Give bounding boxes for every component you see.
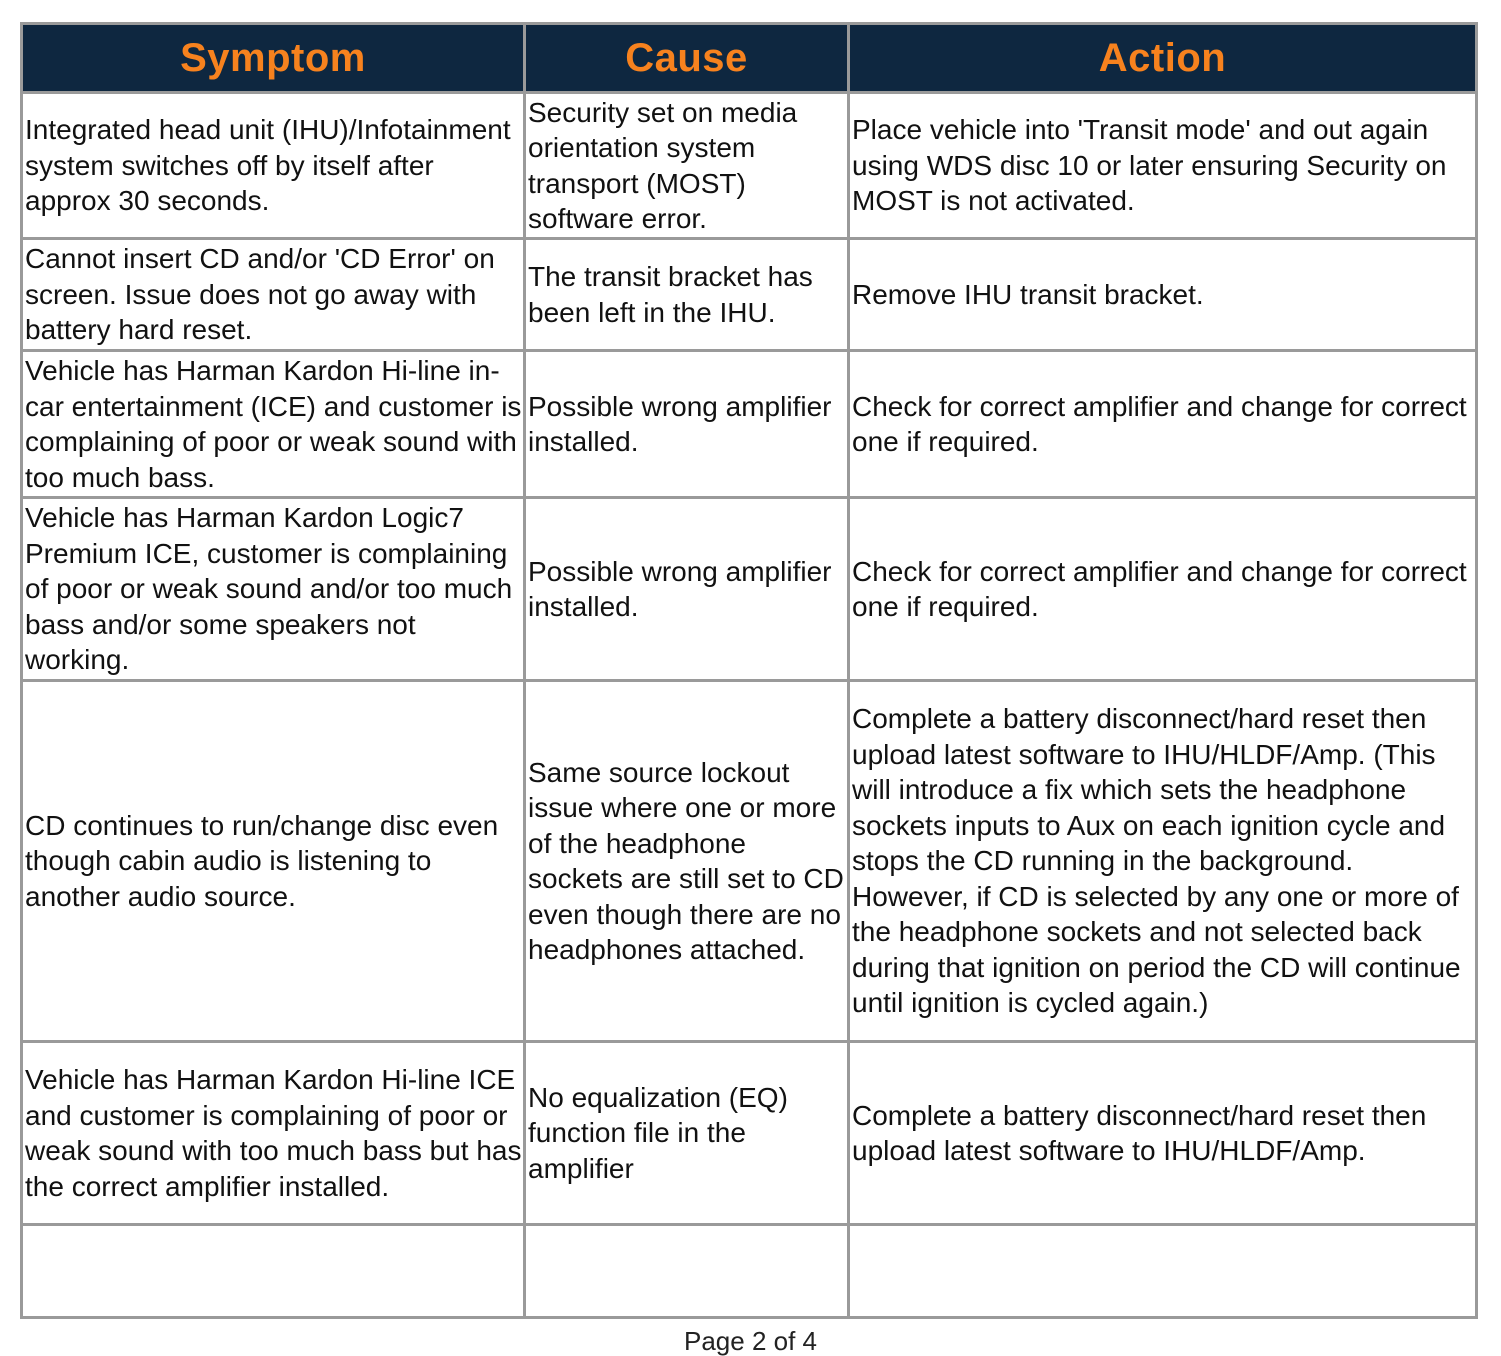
action-cell: Complete a battery disconnect/hard reset then upload latest software to IHU/HLDF/Amp. bbox=[850, 1043, 1475, 1223]
header-symptom: Symptom bbox=[23, 25, 523, 91]
table-row bbox=[23, 1043, 1475, 1223]
cause-cell: Security set on media orientation system transport (MOST) software error. bbox=[526, 94, 847, 237]
symptom-cell: Vehicle has Harman Kardon Logic7 Premium ICE, customer is complaining of poor or weak sound and/or too much bass and/or some speakers not working. bbox=[23, 499, 523, 679]
symptom-cell: Vehicle has Harman Kardon Hi-line ICE and customer is complaining of poor or weak sound with too much bass but has the correct amplifier installed. bbox=[23, 1043, 523, 1223]
troubleshooting-table bbox=[20, 22, 1478, 1319]
action-cell: Place vehicle into 'Transit mode' and out again using WDS disc 10 or later ensuring Security on MOST is not activated. bbox=[850, 94, 1475, 237]
cause-cell: No equalization (EQ) function file in the amplifier bbox=[526, 1043, 847, 1223]
cause-cell: Possible wrong amplifier installed. bbox=[526, 499, 847, 679]
symptom-cell: Cannot insert CD and/or 'CD Error' on screen. Issue does not go away with battery hard reset. bbox=[23, 240, 523, 349]
table-row-empty bbox=[23, 1226, 1475, 1316]
table-row bbox=[23, 499, 1475, 679]
action-cell: Check for correct amplifier and change for correct one if required. bbox=[850, 499, 1475, 679]
symptom-cell bbox=[23, 1226, 523, 1316]
header-action: Action bbox=[850, 25, 1475, 91]
table-header-row bbox=[23, 25, 1475, 91]
cause-cell: Same source lockout issue where one or more of the headphone sockets are still set to CD even though there are no headphones attached. bbox=[526, 682, 847, 1040]
table-row bbox=[23, 352, 1475, 496]
troubleshooting-table-frame bbox=[20, 22, 1478, 1319]
page-number: Page 2 of 4 bbox=[684, 1326, 817, 1356]
header-cause: Cause bbox=[526, 25, 847, 91]
action-cell: Complete a battery disconnect/hard reset then upload latest software to IHU/HLDF/Amp. (This will introduce a fix which sets the headphone sockets inputs to Aux on each ignition cycle and stops the CD running in the background. However, if CD is selected by any one or more of the headphone sockets and not selected back during that ignition on period the CD will continue until ignition is cycled again.) bbox=[850, 682, 1475, 1040]
action-cell bbox=[850, 1226, 1475, 1316]
action-cell: Remove IHU transit bracket. bbox=[850, 240, 1475, 349]
cause-cell bbox=[526, 1226, 847, 1316]
symptom-cell: Vehicle has Harman Kardon Hi-line in-car entertainment (ICE) and customer is complaining of poor or weak sound with too much bass. bbox=[23, 352, 523, 496]
action-cell: Check for correct amplifier and change for correct one if required. bbox=[850, 352, 1475, 496]
table-row bbox=[23, 240, 1475, 349]
cause-cell: Possible wrong amplifier installed. bbox=[526, 352, 847, 496]
cause-cell: The transit bracket has been left in the IHU. bbox=[526, 240, 847, 349]
table-row bbox=[23, 94, 1475, 237]
symptom-cell: CD continues to run/change disc even though cabin audio is listening to another audio source. bbox=[23, 682, 523, 1040]
table-row bbox=[23, 682, 1475, 1040]
symptom-cell: Integrated head unit (IHU)/Infotainment system switches off by itself after approx 30 seconds. bbox=[23, 94, 523, 237]
